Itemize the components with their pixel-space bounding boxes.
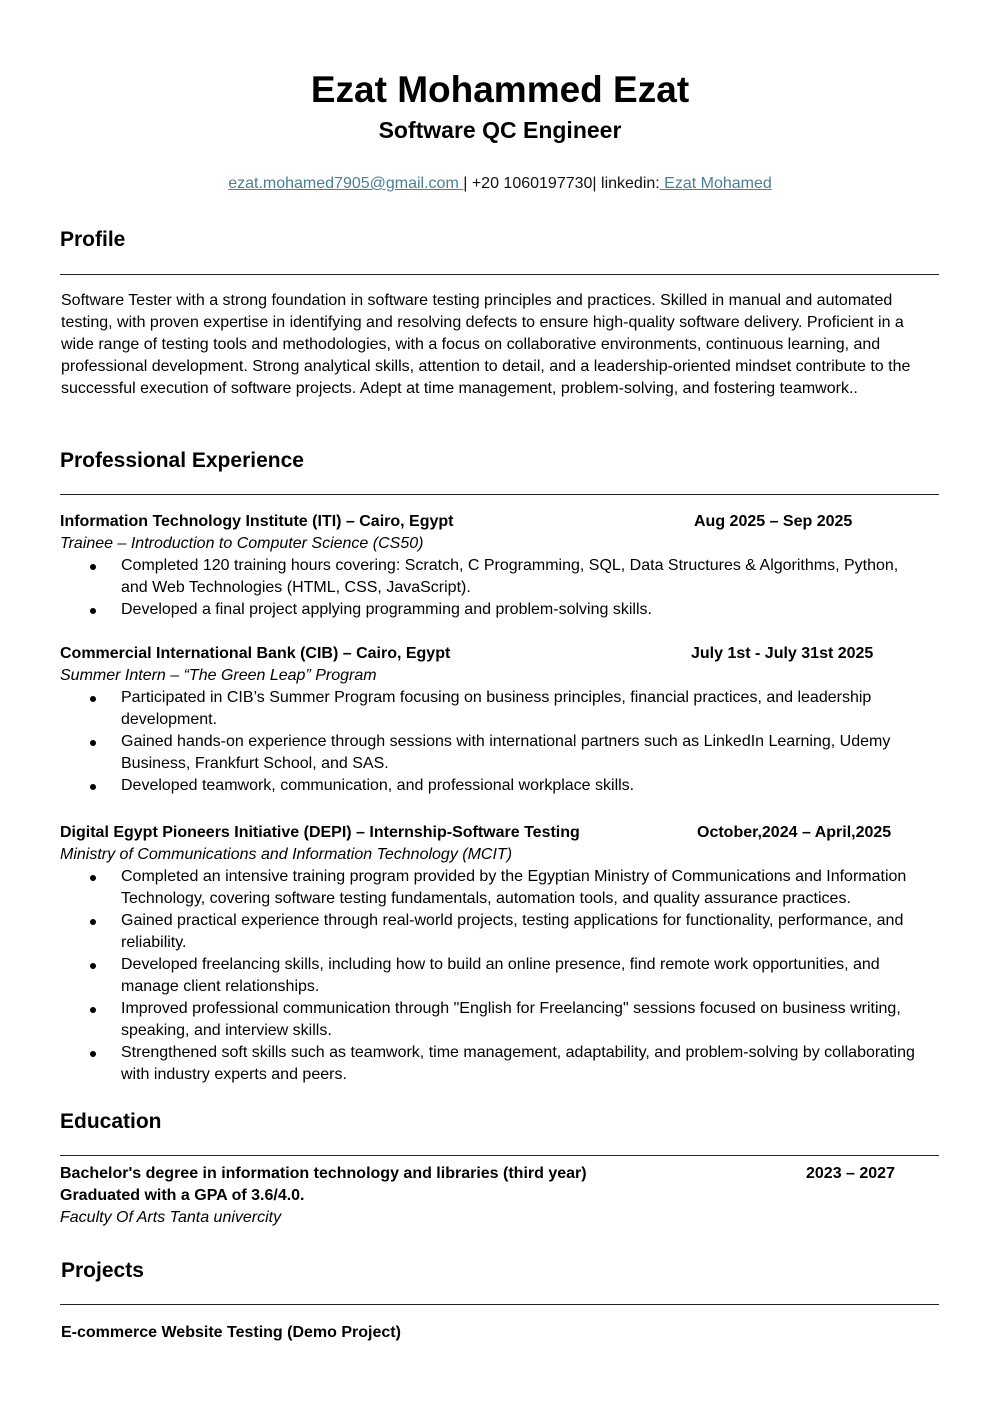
list-item: Strengthened soft skills such as teamwork, time management, adaptability, and problem-solving by collaborating with industry experts and peers. <box>60 1042 926 1086</box>
bullet-icon <box>90 564 96 570</box>
list-item: Developed freelancing skills, including how to build an online presence, find remote work opportunities, and manage client relationships. <box>60 954 926 998</box>
experience-role: Summer Intern – “The Green Leap” Program <box>60 667 377 684</box>
list-item: Participated in CIB’s Summer Program focusing on business principles, financial practices, and leadership development. <box>60 687 926 731</box>
list-item: Completed an intensive training program provided by the Egyptian Ministry of Communications and Information Technology, covering software testing fundamentals, automation tools, and quality assurance practices. <box>60 866 926 910</box>
experience-date: October,2024 – April,2025 <box>697 824 892 841</box>
list-item: Developed a final project applying programming and problem-solving skills. <box>60 599 926 621</box>
bullet-icon <box>90 784 96 790</box>
bullet-icon <box>90 1051 96 1057</box>
section-title-experience: Professional Experience <box>60 449 304 472</box>
experience-role: Ministry of Communications and Information Technology (MCIT) <box>60 846 513 863</box>
bullet-icon <box>90 919 96 925</box>
candidate-title: Software QC Engineer <box>378 117 622 143</box>
list-item: Improved professional communication through "English for Freelancing" sessions focused on business writing, speaking, and interview skills. <box>60 998 926 1042</box>
section-title-projects: Projects <box>61 1259 144 1282</box>
list-item: Gained practical experience through real-world projects, testing applications for functionality, performance, and reliability. <box>60 910 926 954</box>
section-divider <box>60 494 939 495</box>
bullet-icon <box>90 875 96 881</box>
candidate-name: Ezat Mohammed Ezat <box>310 69 690 110</box>
experience-org: Digital Egypt Pioneers Initiative (DEPI) – Internship-Software Testing <box>60 824 580 841</box>
experience-bullets <box>60 687 940 797</box>
list-item: Developed teamwork, communication, and professional workplace skills. <box>60 775 926 797</box>
experience-date: Aug 2025 – Sep 2025 <box>694 513 853 530</box>
section-divider <box>60 274 939 275</box>
list-item: Gained hands-on experience through sessions with international partners such as LinkedIn Learning, Udemy Business, Frankfurt School, and SAS. <box>60 731 926 775</box>
experience-bullets <box>60 866 940 1086</box>
experience-org: Information Technology Institute (ITI) – Cairo, Egypt <box>60 513 454 530</box>
experience-org: Commercial International Bank (CIB) – Cairo, Egypt <box>60 645 451 662</box>
education-item <box>60 1163 940 1229</box>
bullet-icon <box>90 1007 96 1013</box>
experience-date: July 1st - July 31st 2025 <box>691 645 874 662</box>
section-title-profile: Profile <box>60 228 126 251</box>
bullet-icon <box>90 696 96 702</box>
phone-text: | +20 1060197730| linkedin: <box>463 175 660 192</box>
experience-bullets <box>60 555 940 621</box>
section-divider <box>60 1155 939 1156</box>
linkedin-link[interactable]: Ezat Mohamed <box>659 175 772 192</box>
experience-item-depi <box>60 822 940 1086</box>
list-item: Completed 120 training hours covering: Scratch, C Programming, SQL, Data Structures & Algorithms, Python, and Web Technologies (HTML, CSS, JavaScript). <box>60 555 926 599</box>
project-title: E-commerce Website Testing (Demo Project) <box>61 1324 401 1341</box>
section-title-education: Education <box>60 1110 162 1133</box>
contact-line <box>0 174 1000 194</box>
bullet-icon <box>90 608 96 614</box>
profile-summary: Software Tester with a strong foundation in software testing principles and practices. Skilled in manual and automated testing, with proven expertise in identifying and resolving defects to ensure high-quality software delivery. Proficient in a wide range of testing tools and methodologies, with a focus on collaborative environments, continuous learning, and professional development. Strong analytical skills, attention to detail, and a leadership-oriented mindset contribute to the successful execution of software projects. Adept at time management, problem-solving, and fostering teamwork.. <box>61 292 911 397</box>
bullet-icon <box>90 963 96 969</box>
experience-item-iti <box>60 511 940 621</box>
bullet-icon <box>90 740 96 746</box>
education-years: 2023 – 2027 <box>806 1165 895 1182</box>
experience-role: Trainee – Introduction to Computer Science (CS50) <box>60 535 424 552</box>
education-gpa: Graduated with a GPA of 3.6/4.0. <box>60 1187 305 1204</box>
experience-item-cib <box>60 643 940 797</box>
education-school: Faculty Of Arts Tanta univercity <box>60 1209 282 1226</box>
email-link[interactable]: ezat.mohamed7905@gmail.com <box>228 175 464 192</box>
section-divider <box>60 1304 939 1305</box>
education-degree: Bachelor's degree in information technology and libraries (third year) <box>60 1165 587 1182</box>
